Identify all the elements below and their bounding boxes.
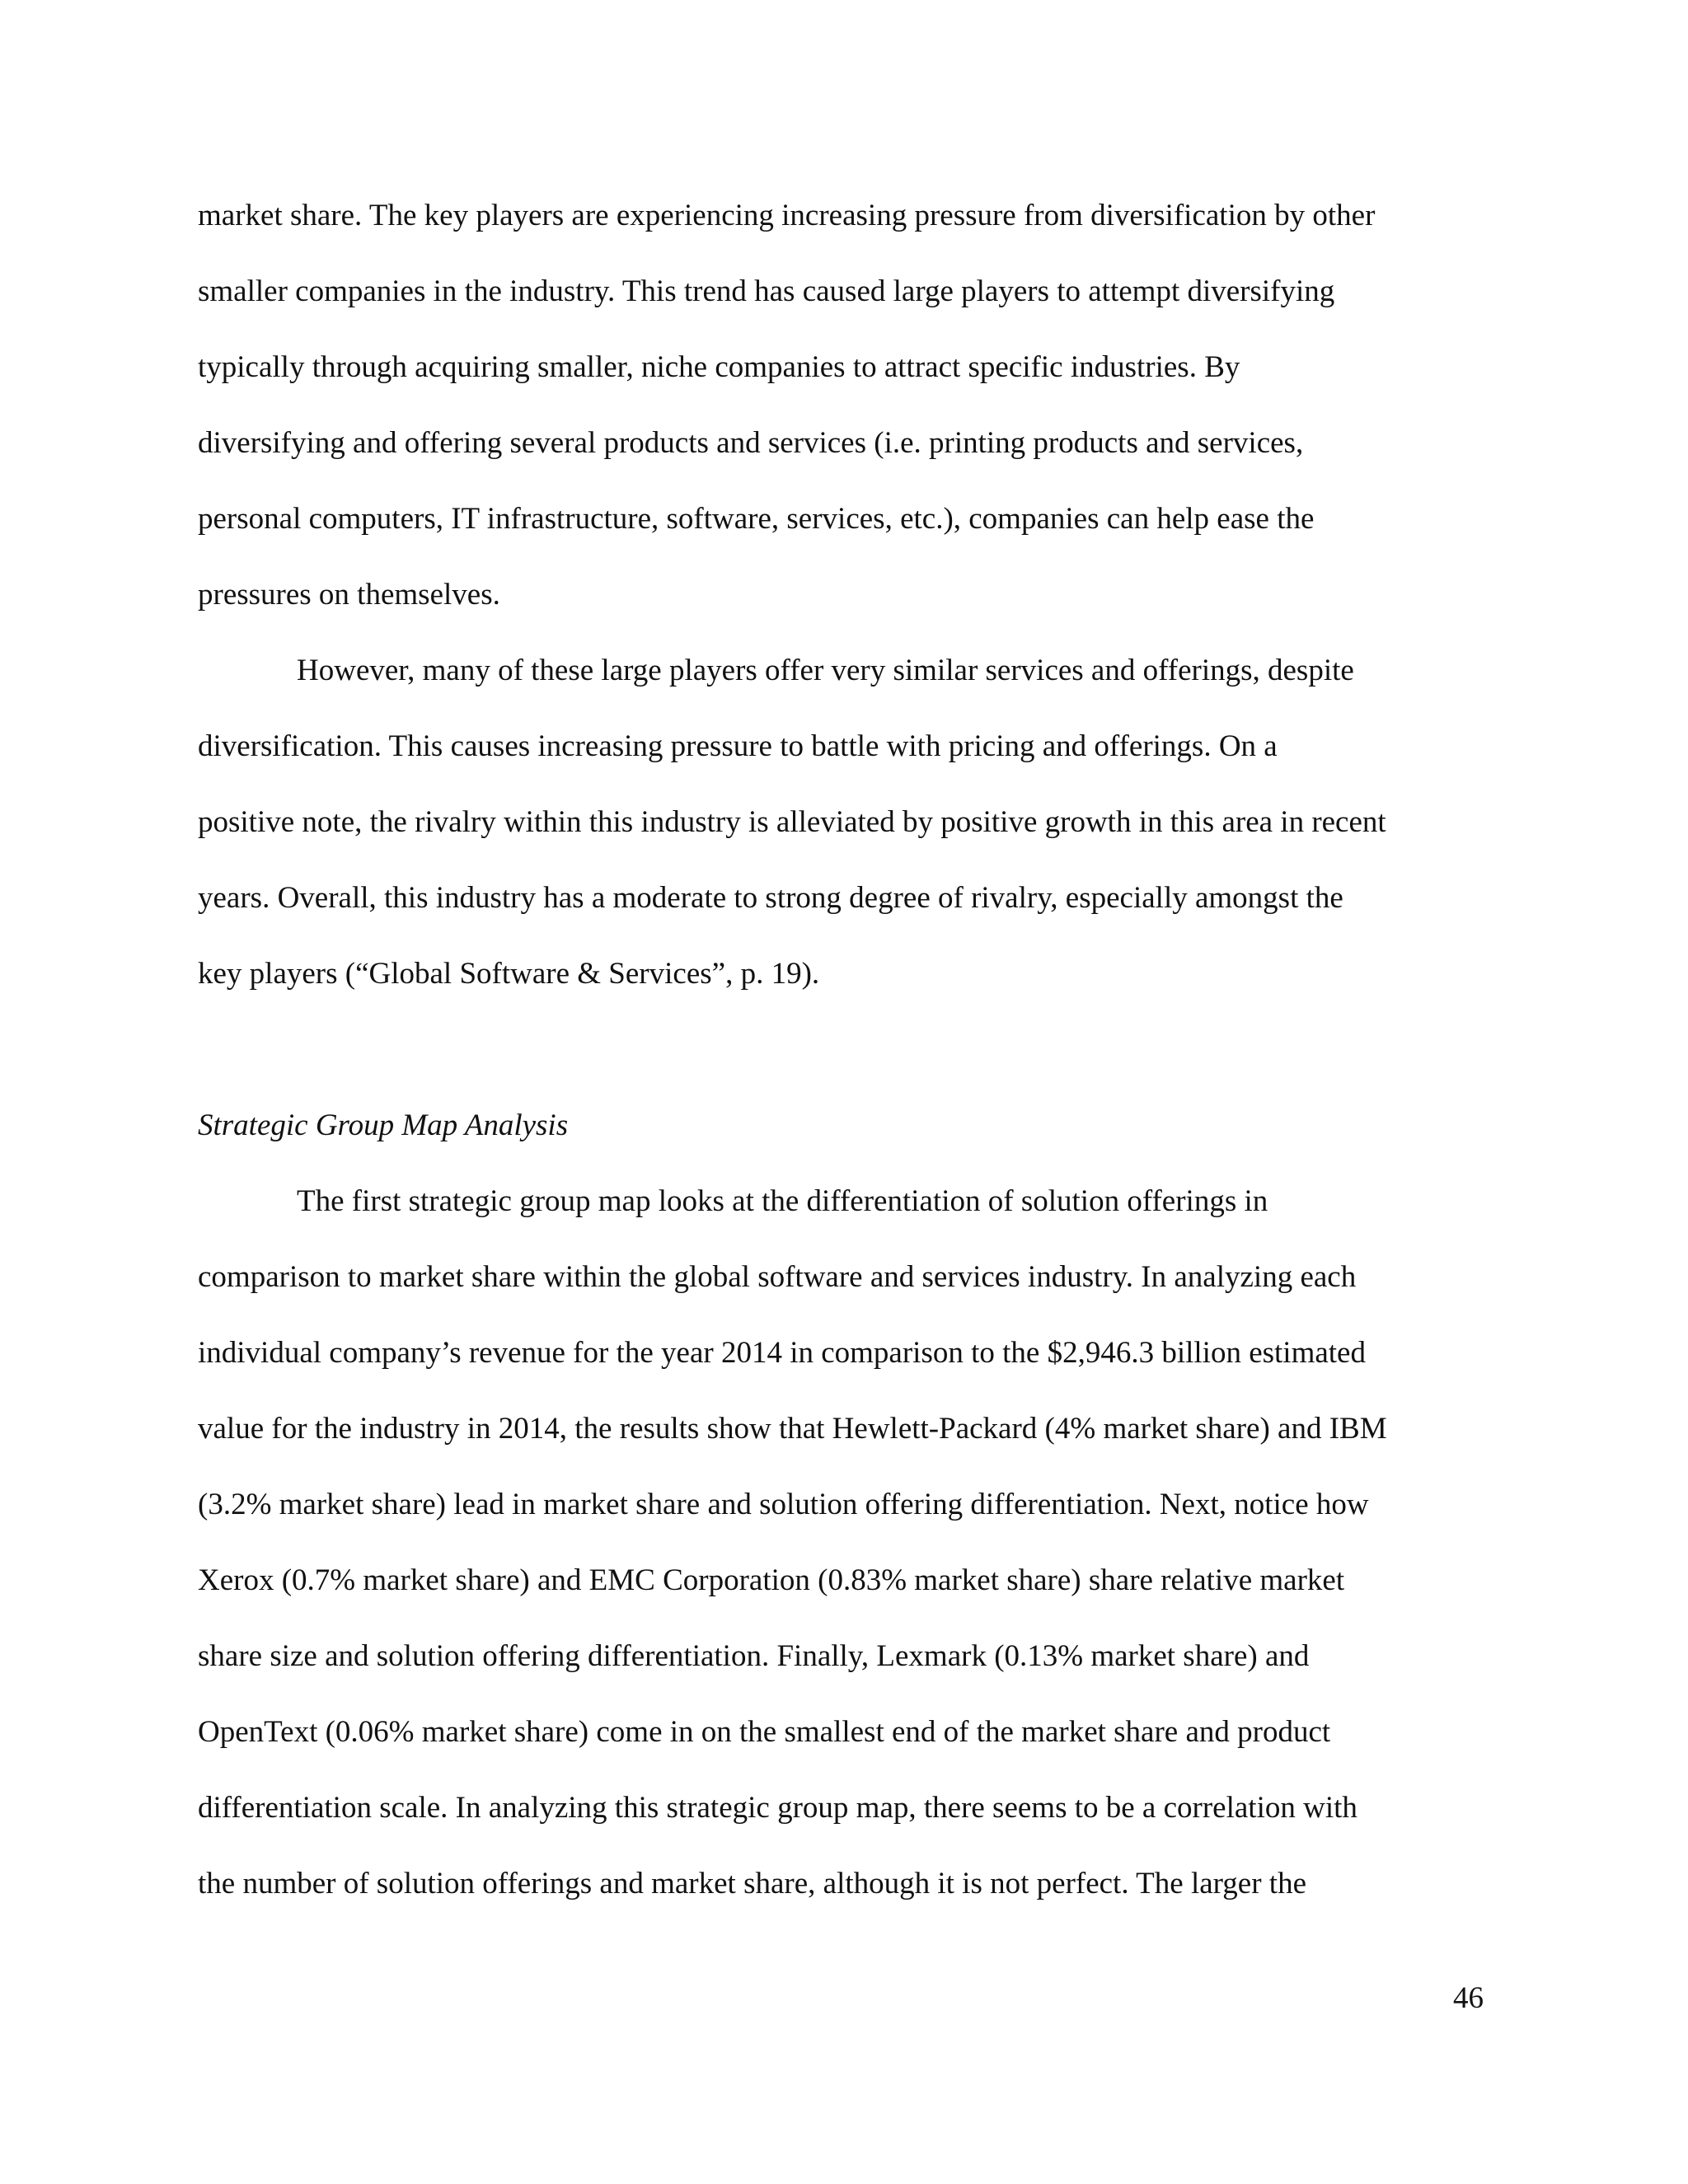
section-heading: Strategic Group Map Analysis (198, 1108, 569, 1142)
text-line: typically through acquiring smaller, niche companies to attract specific industries. By (198, 350, 1240, 384)
text-line: positive note, the rivalry within this industry is alleviated by positive growth in this area in recent (198, 805, 1386, 839)
text-line: differentiation scale. In analyzing this strategic group map, there seems to be a correlation with (198, 1791, 1357, 1825)
text-line: share size and solution offering differentiation. Finally, Lexmark (0.13% market share) and (198, 1639, 1310, 1673)
text-line: the number of solution offerings and market share, although it is not perfect. The larger the (198, 1867, 1306, 1900)
page-number: 46 (1453, 1981, 1484, 2015)
text-line: OpenText (0.06% market share) come in on the smallest end of the market share and product (198, 1715, 1331, 1749)
text-line: diversifying and offering several products and services (i.e. printing products and services, (198, 426, 1304, 460)
text-line: comparison to market share within the global software and services industry. In analyzing each (198, 1260, 1357, 1294)
text-line: personal computers, IT infrastructure, software, services, etc.), companies can help ease the (198, 502, 1315, 536)
text-line: (3.2% market share) lead in market share and solution offering differentiation. Next, notice how (198, 1488, 1369, 1521)
text-line: pressures on themselves. (198, 578, 500, 612)
text-line: market share. The key players are experiencing increasing pressure from diversification by other (198, 199, 1376, 232)
text-line: Xerox (0.7% market share) and EMC Corporation (0.83% market share) share relative market (198, 1563, 1345, 1597)
text-line: years. Overall, this industry has a moderate to strong degree of rivalry, especially amongst the (198, 881, 1343, 915)
paragraph-start-line: However, many of these large players offer very similar services and offerings, despite (297, 654, 1354, 687)
text-line: diversification. This causes increasing pressure to battle with pricing and offerings. On a (198, 729, 1278, 763)
text-line: value for the industry in 2014, the results show that Hewlett-Packard (4% market share) and IBM (198, 1412, 1387, 1446)
text-line: individual company’s revenue for the year 2014 in comparison to the $2,946.3 billion estimated (198, 1336, 1366, 1370)
paragraph-start-line: The first strategic group map looks at the differentiation of solution offerings in (297, 1184, 1268, 1218)
text-line: smaller companies in the industry. This trend has caused large players to attempt diversifying (198, 274, 1335, 308)
body-text-bottom (198, 1164, 1500, 1922)
body-text-top (198, 178, 1500, 1012)
text-line: key players (“Global Software & Services”, p. 19). (198, 957, 820, 991)
